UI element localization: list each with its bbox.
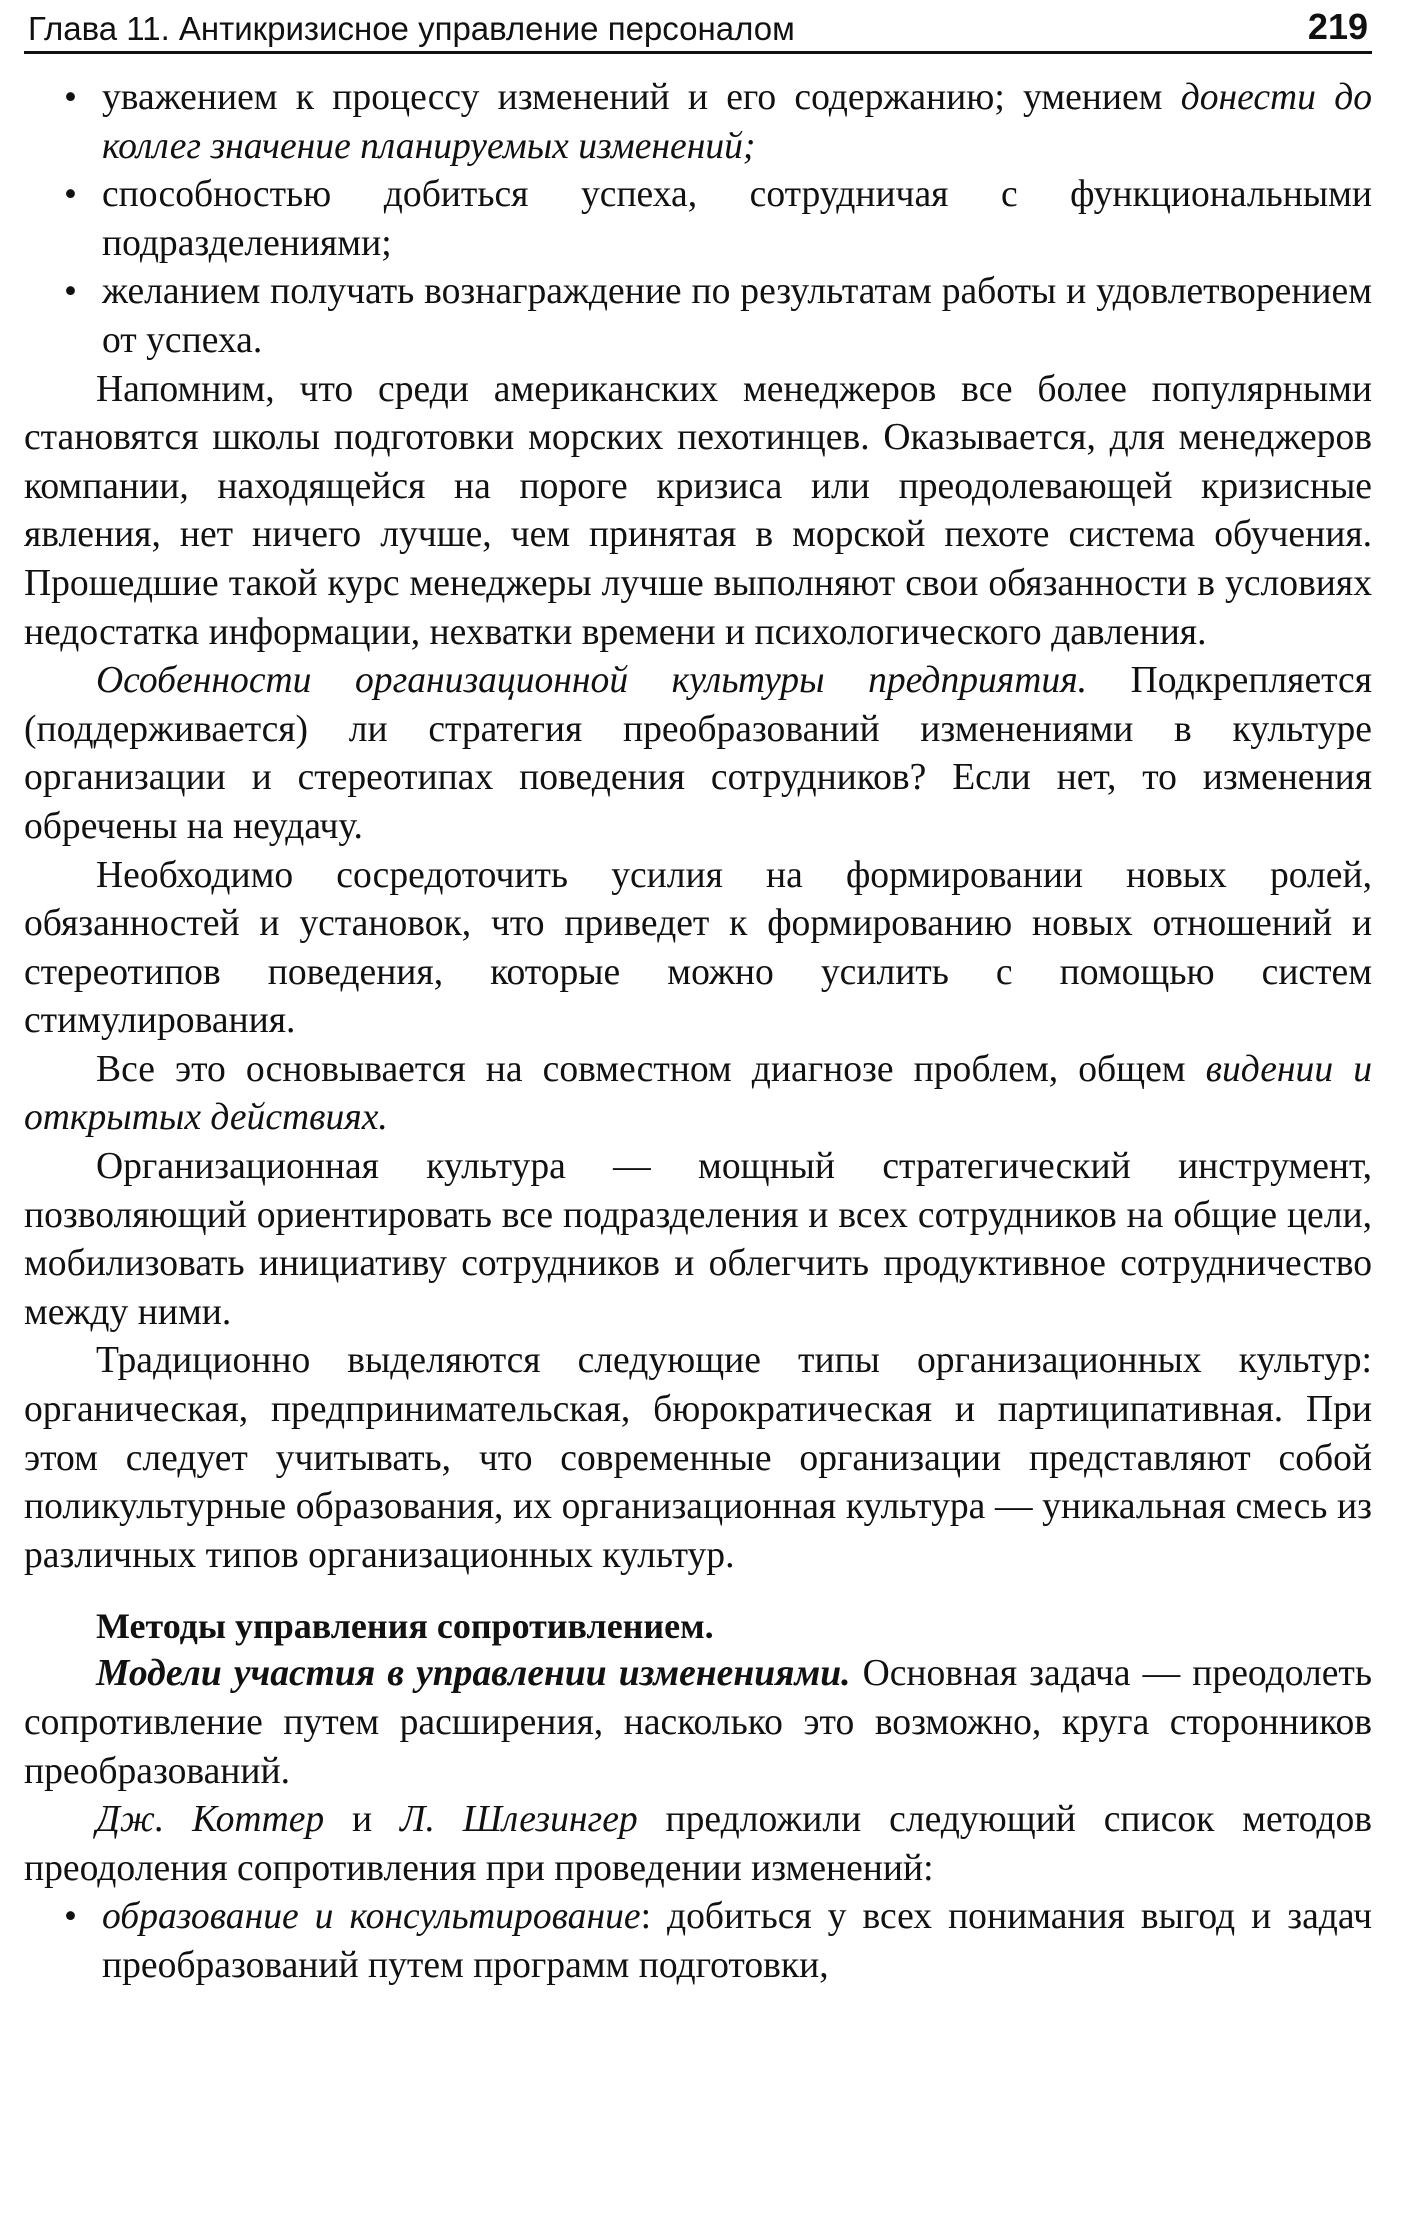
- paragraph-culture-tool: Организационная культура — мощный стратегический инструмент, позволяющий ориентировать все подразделения и всех сотрудников на общие цели, мобилизовать инициативу сотрудников и облегчить продуктивное сотрудничество между ними.: [24, 1146, 1372, 1333]
- paragraph-diagnosis: [24, 1046, 1372, 1143]
- bullet-text: : добиться у всех понимания выгод и задач преобразований путем программ подготовки,: [102, 1896, 1372, 1986]
- bullet-list-bottom: [24, 1893, 1372, 1990]
- paragraph-lead-italic: Особенности организационной культуры предприятия.: [96, 660, 1088, 702]
- bullet-text: уважением к процессу изменений и его содержанию; умением: [102, 77, 1181, 118]
- bullet-text: желанием получать вознаграждение по результатам работы и удовлетворением от успеха.: [102, 271, 1372, 361]
- paragraph-participation-models: [24, 1650, 1372, 1796]
- page-number: 219: [1307, 6, 1368, 47]
- paragraph-text: предложили следующий список методов преодоления сопротивления при проведении изменений:: [24, 1799, 1372, 1889]
- paragraph-text: Все это основывается на совместном диагнозе проблем, общем: [96, 1048, 1206, 1090]
- paragraph-roles: Необходимо сосредоточить усилия на формировании новых ролей, обязанностей и установок, что приведет к формированию новых отношений и стереотипов поведения, которые можно усилить с помощью систем стимулирования.: [24, 854, 1372, 1042]
- bullet-italic-text: донести до коллег значение планируемых изменений;: [102, 77, 1372, 167]
- paragraph-marines: Напомним, что среди американских менеджеров все более популярными становятся школы подготовки морских пехотинцев. Оказывается, для менеджеров компании, находящейся на пороге кризиса или преодолевающей кризисные явления, нет ничего лучше, чем принятая в морской пехоте система обучения. Прошедшие такой курс менеджеры лучше выполняют свои обязанности в условиях недостатка информации, нехватки времени и психологического давления.: [24, 368, 1372, 653]
- list-item: [102, 1893, 1372, 1990]
- bullet-text: способностью добиться успеха, сотрудничая с функциональными подразделениями;: [102, 174, 1372, 264]
- paragraph-lead-bold-italic: Модели участия в управлении изменениями.: [96, 1653, 851, 1695]
- section-heading: Методы управления сопротивлением.: [96, 1606, 714, 1647]
- paragraph-culture-types: Традиционно выделяются следующие типы организационных культур: органическая, предпринимательская, бюрократическая и партиципативная. При этом следует учитывать, что современные организации представляют собой поликультурные образования, их организационная культура — уникальная смесь из различных типов организационных культур.: [24, 1340, 1372, 1576]
- paragraph-text: Подкрепляется (поддерживается) ли стратегия преобразований изменениями в культуре организации и стереотипах поведения сотрудников? Если нет, то изменения обречены на неудачу.: [24, 660, 1372, 847]
- author-name: Дж. Коттер: [96, 1799, 325, 1841]
- bullet-italic-text: образование и консультирование: [102, 1896, 641, 1938]
- author-name: Л. Шлезингер: [400, 1799, 638, 1841]
- bullet-list-top: [24, 74, 1372, 366]
- chapter-title: Глава 11. Антикризисное управление персоналом: [28, 10, 795, 47]
- list-item: [102, 171, 1372, 268]
- page-body: [24, 54, 1372, 1991]
- paragraph-text: Основная задача — преодолеть сопротивление путем расширения, насколько это возможно, круга сторонников преобразований.: [24, 1653, 1372, 1792]
- paragraph-culture-features: [24, 657, 1372, 851]
- running-header: [24, 0, 1372, 54]
- list-item: [102, 74, 1372, 171]
- paragraph-text: и: [324, 1799, 401, 1841]
- paragraph-italic-text: видении и открытых действиях.: [24, 1048, 1373, 1139]
- paragraph-kotter-schlesinger: [24, 1796, 1372, 1893]
- list-item: [102, 268, 1372, 365]
